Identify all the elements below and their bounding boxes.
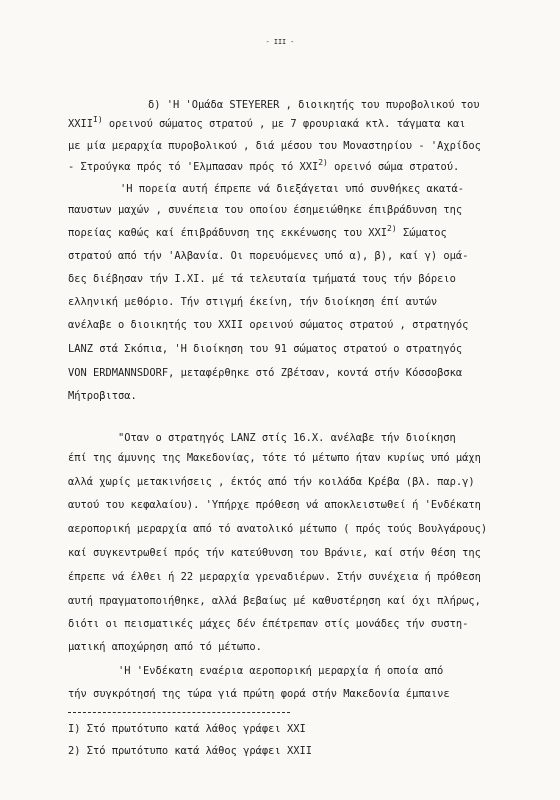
text-line: τήν συγκρότησή της τώρα γιά πρώτη φορά στήν Μακεδονία έμπαινε (68, 688, 450, 700)
text-line: $XXII^{I)}$ ορεινού σώματος στρατού , με 7 φρουριακά κτλ. τάγματα και (68, 115, 466, 130)
footnote-ref: I) (93, 115, 103, 124)
text-line: έπί της άμυνης της Μακεδονίας, τότε τό μέτωπο ήταν κυρίως υπό μάχη (68, 452, 481, 464)
text-line: με μία μεραρχία πυροβολικού , διά μέσου του Μοναστηρίου - 'Αχρίδος (68, 140, 481, 152)
text-line: 'Η 'Ενδέκατη εναέρια αεροπορική μεραρχία ή οποία από (118, 665, 444, 677)
page-number: - III - (265, 38, 295, 46)
text-line: δ) 'Η 'Ομάδα STEYERER , διοικητής του πυροβολικού του (148, 99, 480, 111)
text-line: ελληνική μεθόριο. Τήν στιγμή έκείνη, τήν διοίκηση έπί αυτών (68, 296, 438, 308)
text-line: 'Η πορεία αυτή έπρεπε νά διεξάγεται υπό συνθήκες ακατά- (120, 183, 465, 195)
text-line: LANZ στά Σκόπια, 'Η διοίκηση του 91 σώματος στρατού ο στρατηγός (68, 343, 463, 355)
text-line: καί συγκεντρωθεί πρός τήν κατεύθυνση του Βράνιε, καί στήν θέση της (68, 547, 481, 559)
footnote-ref: 2) (318, 158, 328, 167)
text-line: δες διέβησαν τήν Ι.ΧΙ. μέ τά τελευταία τμήματά τους τήν βόρειο (68, 273, 456, 285)
text-line: ανέλαβε ο διοικητής του XXII ορεινού σώματος στρατού , στρατηγός (68, 319, 469, 331)
text-line: αεροπορική μεραρχία από τό ανατολικό μέτωπο ( πρός τούς Βουλγάρους) (68, 523, 488, 535)
text-line: - Στρούγκα πρός τό 'Ελμπασαν πρός τό XXI$^{2)}$ ορεινό σώμα στρατού. (68, 158, 460, 173)
footnote-ref: 2) (387, 224, 397, 233)
text-line: αλλά χωρίς μετακινήσεις , έκτός από τήν κοιλάδα Κρέβα (βλ. παρ.γ) (68, 476, 475, 488)
text-line: πορείας καθώς καί έπιβράδυνση της εκκένωσης του XXI$^{2)}$ Σώματος (68, 224, 447, 239)
text-line: ματική αποχώρηση από τό μέτωπο. (68, 641, 262, 653)
text-line: "Οταν ο στρατηγός LANZ στίς 16.Χ. ανέλαβε τήν διοίκηση (118, 432, 456, 444)
text-line: Μήτροβιτσα. (68, 390, 137, 402)
text-line: στρατού από τήν 'Αλβανία. Οι πορευόμενες υπό α), β), καί γ) ομά- (68, 250, 469, 262)
text-line: παυστων μαχών , συνέπεια του οποίου έσημειώθηκε έπιβράδυνση της (68, 204, 463, 216)
footnote: I) Στό πρωτότυπο κατά λάθος γράφει XXI (68, 723, 306, 735)
footnote-separator (68, 712, 290, 713)
text-line: διότι οι πεισματικές μάχες δέν έπέτρεπαν στίς μονάδες τήν συστη- (68, 618, 469, 630)
text-line: αυτή πραγματοποιήθηκε, αλλά βεβαίως μέ καθυστέρηση καί όχι πλήρως, (68, 595, 481, 607)
text-line: έπρεπε νά έλθει ή 22 μεραρχία γρεναδιέρων. Στήν συνέχεια ή πρόθεση (68, 571, 481, 583)
text-line: αυτού του κεφαλαίου). 'Υπήρχε πρόθεση νά αποκλειστωθεί ή 'Ενδέκατη (68, 499, 481, 511)
footnote: 2) Στό πρωτότυπο κατά λάθος γράφει XXII (68, 745, 312, 757)
text-line: VON ERDMANNSDORF, μεταφέρθηκε στό Ζβέτσαν, κοντά στήν Κόσσοβσκα (68, 367, 463, 379)
